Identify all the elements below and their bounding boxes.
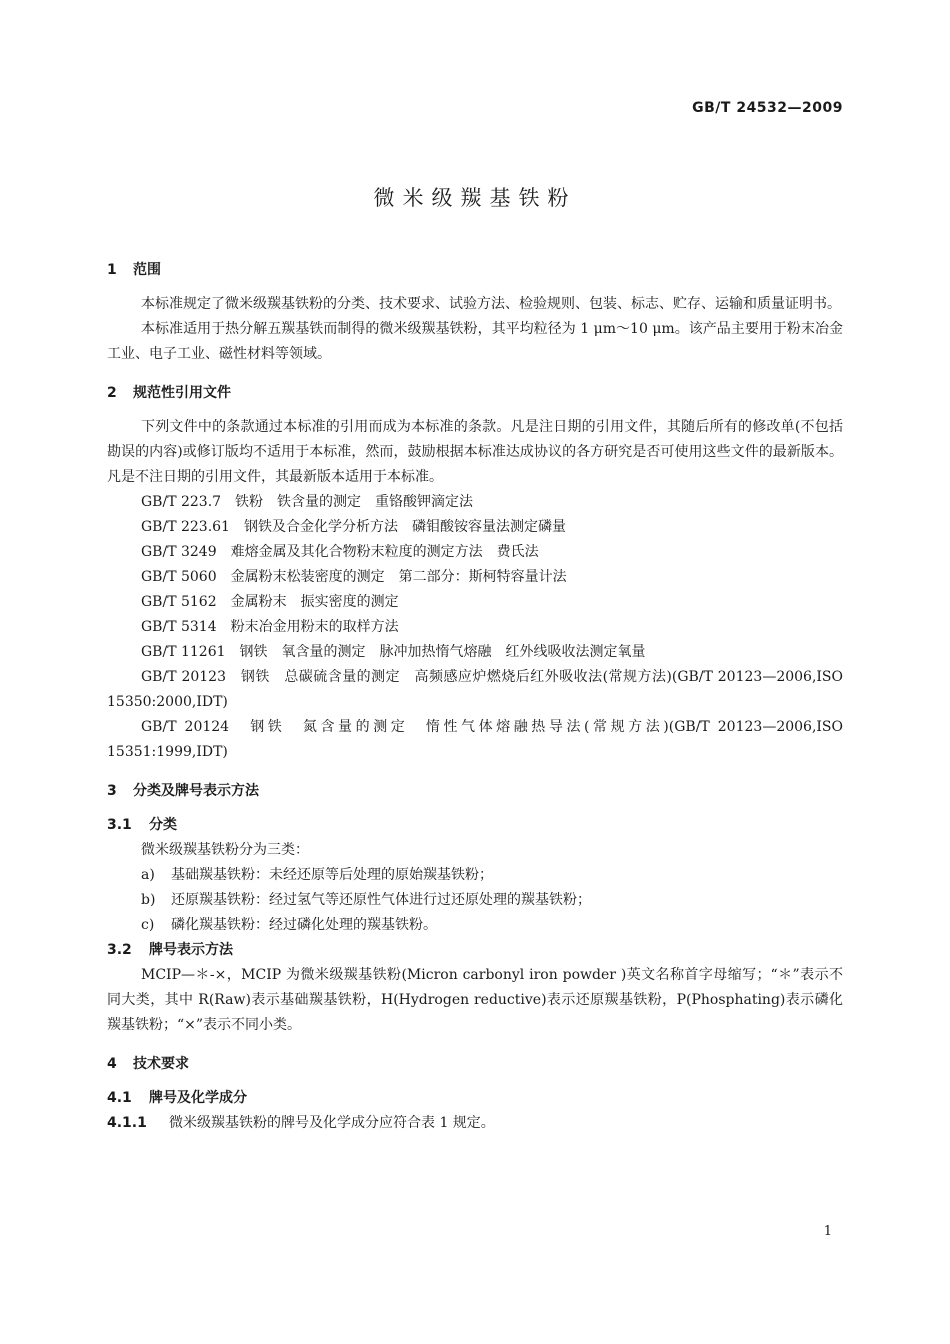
document-body	[107, 258, 843, 1136]
scope-paragraph-2: 本标准适用于热分解五羰基铁而制得的微米级羰基铁粉，其平均粒径为 1 μm～10 μm。该产品主要用于粉末冶金工业、电子工业、磁性材料等领域。	[107, 321, 843, 362]
list-item-label: c)	[141, 917, 155, 933]
reference-item: GB/T 223.7 铁粉 铁含量的测定 重铬酸钾滴定法	[141, 494, 474, 510]
clause-text: 微米级羰基铁粉的牌号及化学成分应符合表 1 规定。	[169, 1115, 495, 1131]
reference-item: GB/T 5162 金属粉末 振实密度的测定	[141, 594, 399, 610]
section-number: 4	[107, 1056, 117, 1072]
list-item-text: 基础羰基铁粉：未经还原等后处理的原始羰基铁粉；	[171, 867, 493, 883]
subsection-heading-grade-designation	[107, 938, 843, 963]
subsection-number: 3.1	[107, 817, 132, 833]
list-item	[107, 888, 843, 913]
page-number: 1	[823, 1224, 832, 1239]
list-item	[107, 863, 843, 888]
section-number: 2	[107, 385, 117, 401]
subsection-number: 3.2	[107, 942, 132, 958]
section-number: 1	[107, 262, 117, 278]
section-heading-classification	[107, 779, 843, 803]
clause-number: 4.1.1	[107, 1115, 147, 1131]
classification-intro: 微米级羰基铁粉分为三类：	[141, 842, 309, 858]
list-item-label: b)	[141, 892, 156, 908]
subsection-heading-classification	[107, 813, 843, 838]
grade-designation-paragraph: MCIP—＊-×，MCIP 为微米级羰基铁粉(Micron carbonyl iron powder )英文名称首字母缩写；“＊”表示不同大类，其中 R(Raw)表示基础羰基铁粉，H(Hydrogen reductive)表示还原羰基铁粉，P(Phosphating)表示磷化羰基铁粉；“×”表示不同小类。	[107, 967, 843, 1033]
list-item-text: 磷化羰基铁粉：经过磷化处理的羰基铁粉。	[171, 917, 437, 933]
section-title: 规范性引用文件	[133, 385, 231, 401]
reference-item: GB/T 20123 钢铁 总碳硫含量的测定 高频感应炉燃烧后红外吸收法(常规方法)(GB/T 20123—2006,ISO 15350:2000,IDT)	[107, 669, 843, 710]
section-heading-scope	[107, 258, 843, 282]
scope-paragraph-1: 本标准规定了微米级羰基铁粉的分类、技术要求、试验方法、检验规则、包装、标志、贮存、运输和质量证明书。	[141, 296, 841, 312]
section-title: 技术要求	[133, 1056, 189, 1072]
subsection-title: 牌号及化学成分	[149, 1090, 247, 1106]
list-item	[107, 913, 843, 938]
reference-item: GB/T 20124 钢铁 氮含量的测定 惰性气体熔融热导法(常规方法)(GB/T 20123—2006,ISO 15351:1999,IDT)	[107, 719, 843, 760]
subsection-heading-grade-chemistry	[107, 1086, 843, 1111]
list-item-label: a)	[141, 867, 155, 883]
subsection-number: 4.1	[107, 1090, 132, 1106]
section-title: 分类及牌号表示方法	[133, 783, 259, 799]
section-heading-technical-requirements	[107, 1052, 843, 1076]
section-number: 3	[107, 783, 117, 799]
reference-item: GB/T 5060 金属粉末松装密度的测定 第二部分：斯柯特容量计法	[141, 569, 567, 585]
reference-item: GB/T 3249 难熔金属及其化合物粉末粒度的测定方法 费氏法	[141, 544, 539, 560]
section-heading-normative-references	[107, 381, 843, 405]
references-intro: 下列文件中的条款通过本标准的引用而成为本标准的条款。凡是注日期的引用文件，其随后所有的修改单(不包括勘误的内容)或修订版均不适用于本标准，然而，鼓励根据本标准达成协议的各方研究是否可使用这些文件的最新版本。凡是不注日期的引用文件，其最新版本适用于本标准。	[107, 419, 843, 485]
document-title: 微米级羰基铁粉	[373, 186, 577, 210]
reference-item: GB/T 223.61 钢铁及合金化学分析方法 磷钼酸铵容量法测定磷量	[141, 519, 566, 535]
reference-item: GB/T 5314 粉末冶金用粉末的取样方法	[141, 619, 399, 635]
list-item-text: 还原羰基铁粉：经过氢气等还原性气体进行过还原处理的羰基铁粉；	[171, 892, 591, 908]
section-title: 范围	[133, 262, 161, 278]
clause-4-1-1	[107, 1111, 843, 1136]
subsection-title: 分类	[149, 817, 177, 833]
subsection-title: 牌号表示方法	[149, 942, 233, 958]
reference-item: GB/T 11261 钢铁 氧含量的测定 脉冲加热惰气熔融 红外线吸收法测定氧量	[141, 644, 646, 660]
standard-code: GB/T 24532—2009	[692, 100, 843, 116]
